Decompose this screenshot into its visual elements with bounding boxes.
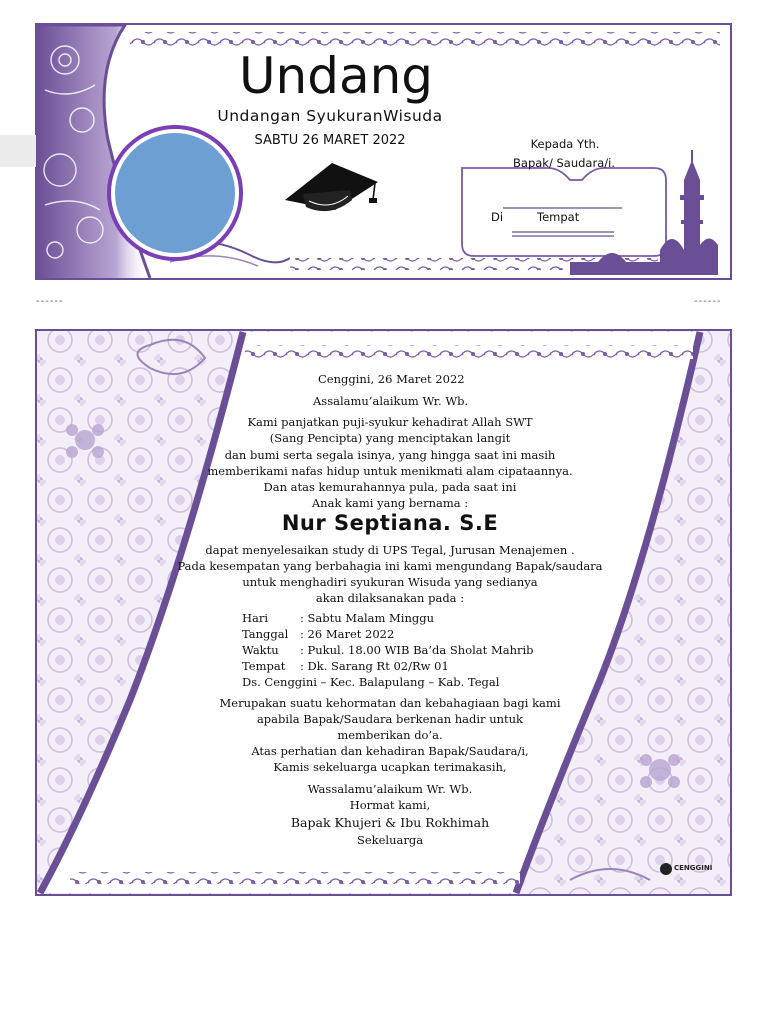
letter-greeting: Assalamu’alaikum Wr. Wb. [313, 394, 469, 408]
closing-line: Atas perhatian dan kehadiran Bapak/Saudara/i, [251, 744, 529, 758]
closing-line: Merupakan suatu kehormatan dan kebahagiaan bagi kami [219, 696, 561, 710]
letter-farewell: Wassalamu’alaikum Wr. Wb. [307, 782, 473, 796]
envelope-title: Undang [238, 47, 434, 105]
body-line: Pada kesempatan yang berbahagia ini kami mengundang Bapak/saudara [177, 559, 603, 573]
letter-family: Sekeluarga [356, 833, 424, 847]
recipient-salutation: Bapak/ Saudara/i. [513, 156, 615, 170]
detail-value: : 26 Maret 2022 [300, 627, 395, 641]
detail-day [242, 611, 434, 625]
letter-host: Bapak Khujeri & Ibu Rokhimah [290, 815, 490, 830]
detail-address: Ds. Cenggini – Kec. Balapulang – Kab. Tegal [242, 675, 500, 689]
recipient-place-label: Tempat [537, 210, 580, 224]
letter-regards: Hormat kami, [349, 798, 431, 812]
detail-label: Hari [242, 611, 269, 625]
body-line: untuk menghadiri syukuran Wisuda yang sedianya [242, 575, 538, 589]
photo-placeholder [115, 133, 235, 253]
closing-line: Kamis sekeluarga ucapkan terimakasih, [273, 760, 507, 774]
recipient-title: Kepada Yth. [530, 137, 600, 151]
intro-line: Kami panjatkan puji-syukur kehadirat Allah SWT [247, 415, 533, 429]
detail-time [242, 643, 534, 657]
detail-label: Tempat [242, 659, 286, 673]
detail-value: : Pukul. 18.00 WIB Ba’da Sholat Mahrib [300, 643, 534, 657]
intro-line: Dan atas kemurahannya pula, pada saat ini [263, 480, 517, 495]
letter-place-date: Cenggini, 26 Maret 2022 [318, 372, 465, 386]
brand-logo: CENGGINI [674, 864, 713, 872]
detail-value: : Dk. Sarang Rt 02/Rw 01 [300, 659, 449, 673]
detail-label: Tanggal [242, 627, 289, 641]
letter-closing [160, 695, 620, 775]
letter-intro [180, 414, 600, 512]
recipient-di-label: Di [491, 210, 504, 224]
detail-value: : Sabtu Malam Minggu [300, 611, 435, 625]
graduate-name: Nur Septiana. S.E [281, 511, 499, 535]
closing-line: memberikan do’a. [337, 728, 443, 742]
cut-line-right: ------ [694, 296, 722, 307]
cut-line-left: ------ [36, 296, 64, 307]
envelope-subtitle: Undangan SyukuranWisuda [217, 107, 443, 125]
envelope-date: SABTU 26 MARET 2022 [254, 133, 406, 148]
detail-date [242, 627, 394, 641]
intro-line: Anak kami yang bernama : [311, 496, 469, 511]
intro-line: dan bumi serta segala isinya, yang hingga saat ini masih [224, 447, 556, 462]
intro-line: memberikami nafas hidup untuk menikmati alam cipataannya. [207, 463, 573, 478]
detail-label: Waktu [242, 643, 279, 657]
letter-body [160, 542, 620, 606]
detail-place [242, 659, 449, 673]
intro-line: (Sang Pencipta) yang menciptakan langit [269, 431, 511, 446]
closing-line: apabila Bapak/Saudara berkenan hadir untuk [256, 712, 524, 726]
body-line: akan dilaksanakan pada : [315, 591, 465, 605]
body-line: dapat menyelesaikan study di UPS Tegal, Jurusan Menajemen . [205, 543, 575, 557]
